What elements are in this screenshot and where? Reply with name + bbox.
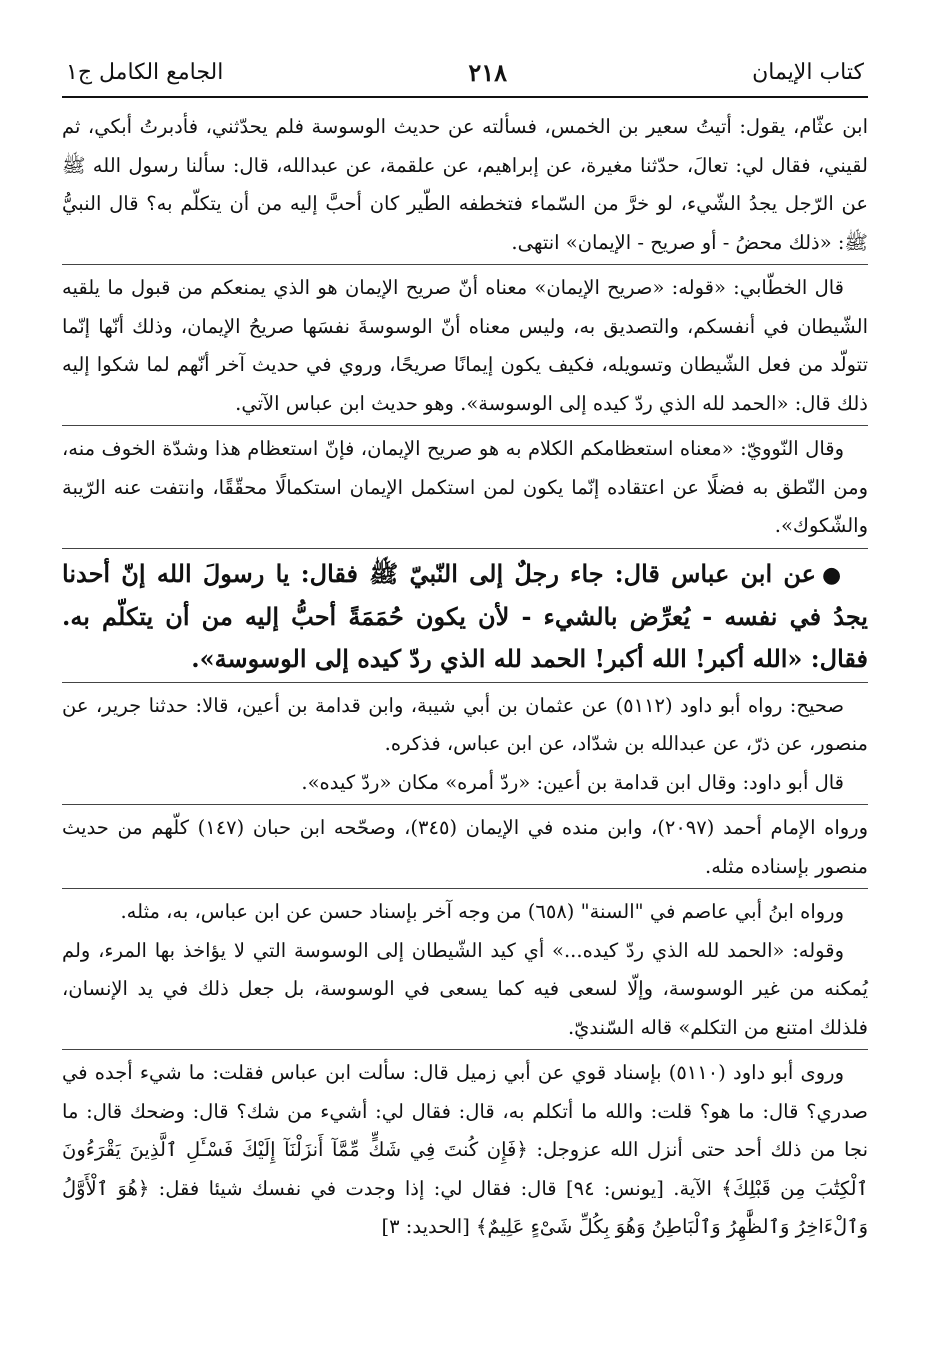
paragraph-text: وقال النّوويّ: «معناه استعظامكم الكلام به هو صريح الإيمان، فإنّ استعظام هذا وشدّة الخوف منه، ومن النّطق به فضلًا عن اعتقاده إنّما يكون لمن استكمل الإيمان استكمالًا محقّقًا، وانتفت عنه الرّيبة والشّكوك». xyxy=(62,437,868,537)
paragraph-text: قال الخطّابي: «قوله: «صريح الإيمان» معناه أنّ صريح الإيمان هو الذي يمنعكم من قبول ما يلقيه الشّيطان في أنفسكم، والتصديق به، وليس معناه أنّ الوسوسةَ نفسَها صريحُ الإيمان، وذلك أنّها إنّما تتولّد من فعل الشّيطان وتسويله، فكيف يكون إيمانًا صريحًا، وروي في حديث آخر أنّهم لما شكوا إليه ذلك قال: «الحمد لله الذي ردّ كيده إلى الوسوسة». وهو حديث ابن عباس الآتي. xyxy=(62,276,868,415)
paragraph xyxy=(62,932,868,1048)
paragraph-text: عن ابن عباس قال: جاء رجلٌ إلى النّبيّ ﷺ فقال: يا رسولَ الله إنّ أحدنا يجدُ في نفسه - يُعرِّض بالشيء - لأن يكون حُمَمَةً أحبُّ إليه من أن يتكلّم به. فقال: «الله أكبر! الله أكبر! الحمد لله الذي ردّ كيده إلى الوسوسة». xyxy=(62,558,868,673)
paragraph xyxy=(62,430,868,546)
section-ibn-abi-asim xyxy=(62,889,868,1050)
section-narration-continuation xyxy=(62,104,868,265)
volume-title: الجامع الكامل ج١ xyxy=(66,60,224,85)
paragraph-text: قال أبو داود: وقال ابن قدامة بن أعين: «ردّ أمره» مكان «ردّ كيده». xyxy=(301,770,844,794)
paragraph-text: ورواه ابنُ أبي عاصم في "السنة" (٦٥٨) من وجه آخر بإسناد حسن عن ابن عباس، به، مثله. xyxy=(120,900,844,923)
page-number: ٢١٨ xyxy=(468,58,508,87)
page-content xyxy=(62,104,868,1249)
paragraph xyxy=(62,687,868,764)
paragraph xyxy=(62,553,868,680)
paragraph xyxy=(62,108,868,262)
section-takhrij xyxy=(62,683,868,806)
paragraph xyxy=(62,764,868,803)
paragraph-text: ورواه الإمام أحمد (٢٠٩٧)، وابن منده في الإيمان (٣٤٥)، وصحّحه ابن حبان (١٤٧) كلّهم من حديث منصور بإسناده مثله. xyxy=(62,816,869,878)
paragraph-text: وروى أبو داود (٥١١٠) بإسناد قوي عن أبي زميل قال: سألت ابن عباس فقلت: ما شيء أجده في صدري؟ قال: ما هو؟ قلت: والله ما أتكلم به، قال: فقال لي: أشيء من شك؟ قال: وضحك قال: ما نجا من ذلك أحد حتى أنزل الله عزوجل: ﴿فَإِن كُنتَ فِي شَكٍّ مِّمَّآ أَنزَلْنَآ إِلَيْكَ فَسْـَٔلِ ٱلَّذِينَ يَقْرَءُونَ ٱلْكِتَٰبَ مِن قَبْلِكَ﴾ الآية. [يونس: ٩٤] قال: فقال لي: إذا وجدت في نفسك شيئا فقل: ﴿هُوَ ٱلْأَوَّلُ وَٱلْءَاخِرُ وَٱلظَّٰهِرُ وَٱلْبَاطِنُ وَهُوَ بِكُلِّ شَىْءٍ عَلِيمٌ﴾ [الحديد: ٣] xyxy=(62,1061,868,1238)
paragraph xyxy=(62,269,868,423)
page-header xyxy=(62,58,868,98)
section-hadith xyxy=(62,549,868,683)
section-ahmad xyxy=(62,805,868,889)
paragraph-text: ابن عثّام، يقول: أتيتُ سعير بن الخمس، فسألته عن حديث الوسوسة فلم يحدّثني، فأدبرتُ أبكي، ثم لقيني، فقال لي: تعالَ، حدّثنا مغيرة، عن إبراهيم، عن علقمة، عن عبدالله، قال: سألنا رسول الله ﷺ عن الرّجل يجدُ الشّيء، لو خرَّ من السّماء فتخطفه الطّير كان أحبَّ إليه من أن يتكلّم به؟ قال النبيُّ ﷺ: «ذلك محضُ - أو صريح - الإيمان» انتهى. xyxy=(62,115,868,254)
paragraph xyxy=(62,893,868,932)
section-nawawi xyxy=(62,426,868,549)
paragraph-text: وقوله: «الحمد لله الذي ردّ كيده...» أي كيد الشّيطان إلى الوسوسة التي لا يؤاخذ بها المرء، ولم يُمكنه من غير الوسوسة، وإلّا لسعى فيه كما يسعى في الوسوسة، بل جعل ذلك في يد الإنسان، فلذلك امتنع من التكلم» قاله السّنديّ. xyxy=(62,938,868,1039)
paragraph xyxy=(62,1054,868,1247)
section-khattabi xyxy=(62,265,868,426)
paragraph xyxy=(62,809,868,886)
hadith-bullet-icon: ● xyxy=(821,561,844,588)
section-abu-zumail xyxy=(62,1050,868,1249)
paragraph-text: صحيح: رواه أبو داود (٥١١٢) عن عثمان بن أبي شيبة، وابن قدامة بن أعين، قالا: حدثنا جرير، عن منصور، عن ذرّ، عن عبدالله بن شدّاد، عن ابن عباس، فذكره. xyxy=(62,693,868,755)
book-title: كتاب الإيمان xyxy=(752,60,864,85)
